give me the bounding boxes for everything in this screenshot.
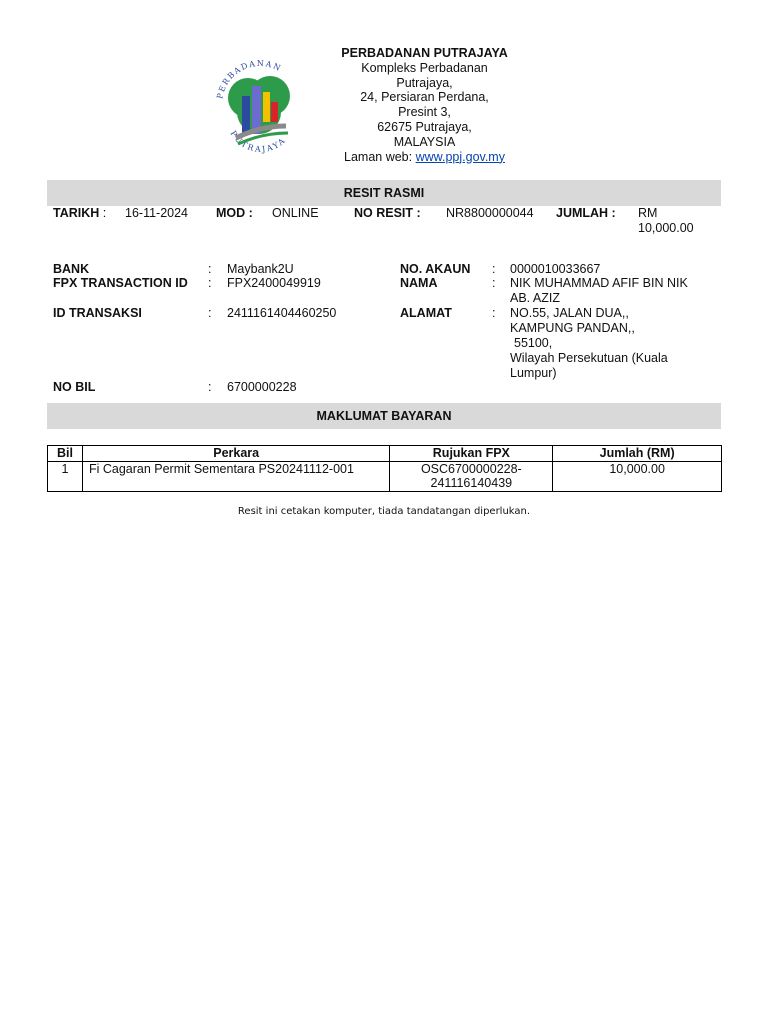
address-line: Kompleks Perbadanan [361, 60, 488, 75]
alamat-line: NO.55, JALAN DUA,, [510, 306, 629, 320]
table-row [48, 461, 722, 491]
no-akaun-value: 0000010033667 [510, 262, 601, 276]
perbadanan-putrajaya-logo [212, 56, 308, 166]
alamat-line: KAMPUNG PANDAN,, [510, 321, 635, 335]
receipt-title-band: RESIT RASMI [47, 180, 721, 206]
no-bil-label: NO BIL [53, 380, 96, 394]
colon: : [492, 306, 496, 320]
fpx-transaction-label: FPX TRANSACTION ID [53, 276, 188, 290]
alamat-value [510, 306, 710, 381]
cell-bil: 1 [48, 461, 83, 491]
bank-label: BANK [53, 262, 90, 276]
table-header-row [48, 446, 722, 462]
fpx-transaction-value: FPX2400049919 [227, 276, 321, 290]
website-line [322, 150, 527, 165]
colon: : [492, 262, 496, 276]
payment-title-band: MAKLUMAT BAYARAN [47, 403, 721, 429]
mod-value: ONLINE [272, 206, 319, 220]
footer-note: Resit ini cetakan komputer, tiada tandatangan diperlukan. [237, 506, 531, 517]
nama-label: NAMA [400, 276, 438, 290]
mod-label: MOD : [216, 206, 253, 220]
header-jumlah: Jumlah (RM) [553, 446, 722, 462]
cell-jumlah: 10,000.00 [553, 461, 722, 491]
header-bil: Bil [48, 446, 83, 462]
address-line: Presint 3, [398, 105, 451, 120]
resit-number-value: NR8800000044 [446, 206, 534, 220]
bank-value: Maybank2U [227, 262, 294, 276]
no-akaun-label: NO. AKAUN [400, 262, 471, 276]
header-perkara: Perkara [82, 446, 389, 462]
website-link[interactable]: www.ppj.gov.my [415, 149, 505, 164]
no-bil-value: 6700000228 [227, 380, 297, 394]
website-label: Laman web: [344, 149, 413, 164]
payment-table [47, 445, 722, 492]
alamat-line: 55100, [514, 336, 553, 350]
colon: : [492, 276, 496, 290]
colon: : [208, 262, 212, 276]
alamat-label: ALAMAT [400, 306, 452, 320]
address-line: 62675 Putrajaya, [377, 119, 472, 134]
organization-header [322, 46, 527, 164]
colon: : [208, 380, 212, 394]
colon: : [208, 276, 212, 290]
tarikh-field: TARIKH : [53, 206, 107, 220]
colon: : [208, 306, 212, 320]
nama-value: NIK MUHAMMAD AFIF BIN NIK AB. AZIZ [510, 276, 688, 305]
id-transaksi-label: ID TRANSAKSI [53, 306, 142, 320]
cell-rujukan-fpx: OSC6700000228-241116140439 [390, 461, 553, 491]
resit-number-label: NO RESIT : [354, 206, 421, 220]
organization-name: PERBADANAN PUTRAJAYA [341, 46, 508, 60]
tarikh-value: 16-11-2024 [125, 206, 189, 220]
id-transaksi-value: 2411161404460250 [227, 306, 337, 320]
address-line: 24, Persiaran Perdana, [360, 90, 489, 105]
alamat-line: Wilayah Persekutuan (Kuala Lumpur) [510, 351, 668, 380]
svg-text:PERBADANAN: PERBADANAN [215, 58, 284, 100]
svg-text:PUTRAJAYA: PUTRAJAYA [228, 129, 288, 154]
tarikh-label: TARIKH [53, 206, 100, 220]
cell-perkara: Fi Cagaran Permit Sementara PS20241112-001 [82, 461, 389, 491]
address-line: Putrajaya, [396, 75, 453, 90]
jumlah-value: RM 10,000.00 [638, 206, 694, 235]
address-line: MALAYSIA [393, 134, 456, 149]
header-rujukan-fpx: Rujukan FPX [390, 446, 553, 462]
jumlah-label: JUMLAH : [556, 206, 616, 220]
